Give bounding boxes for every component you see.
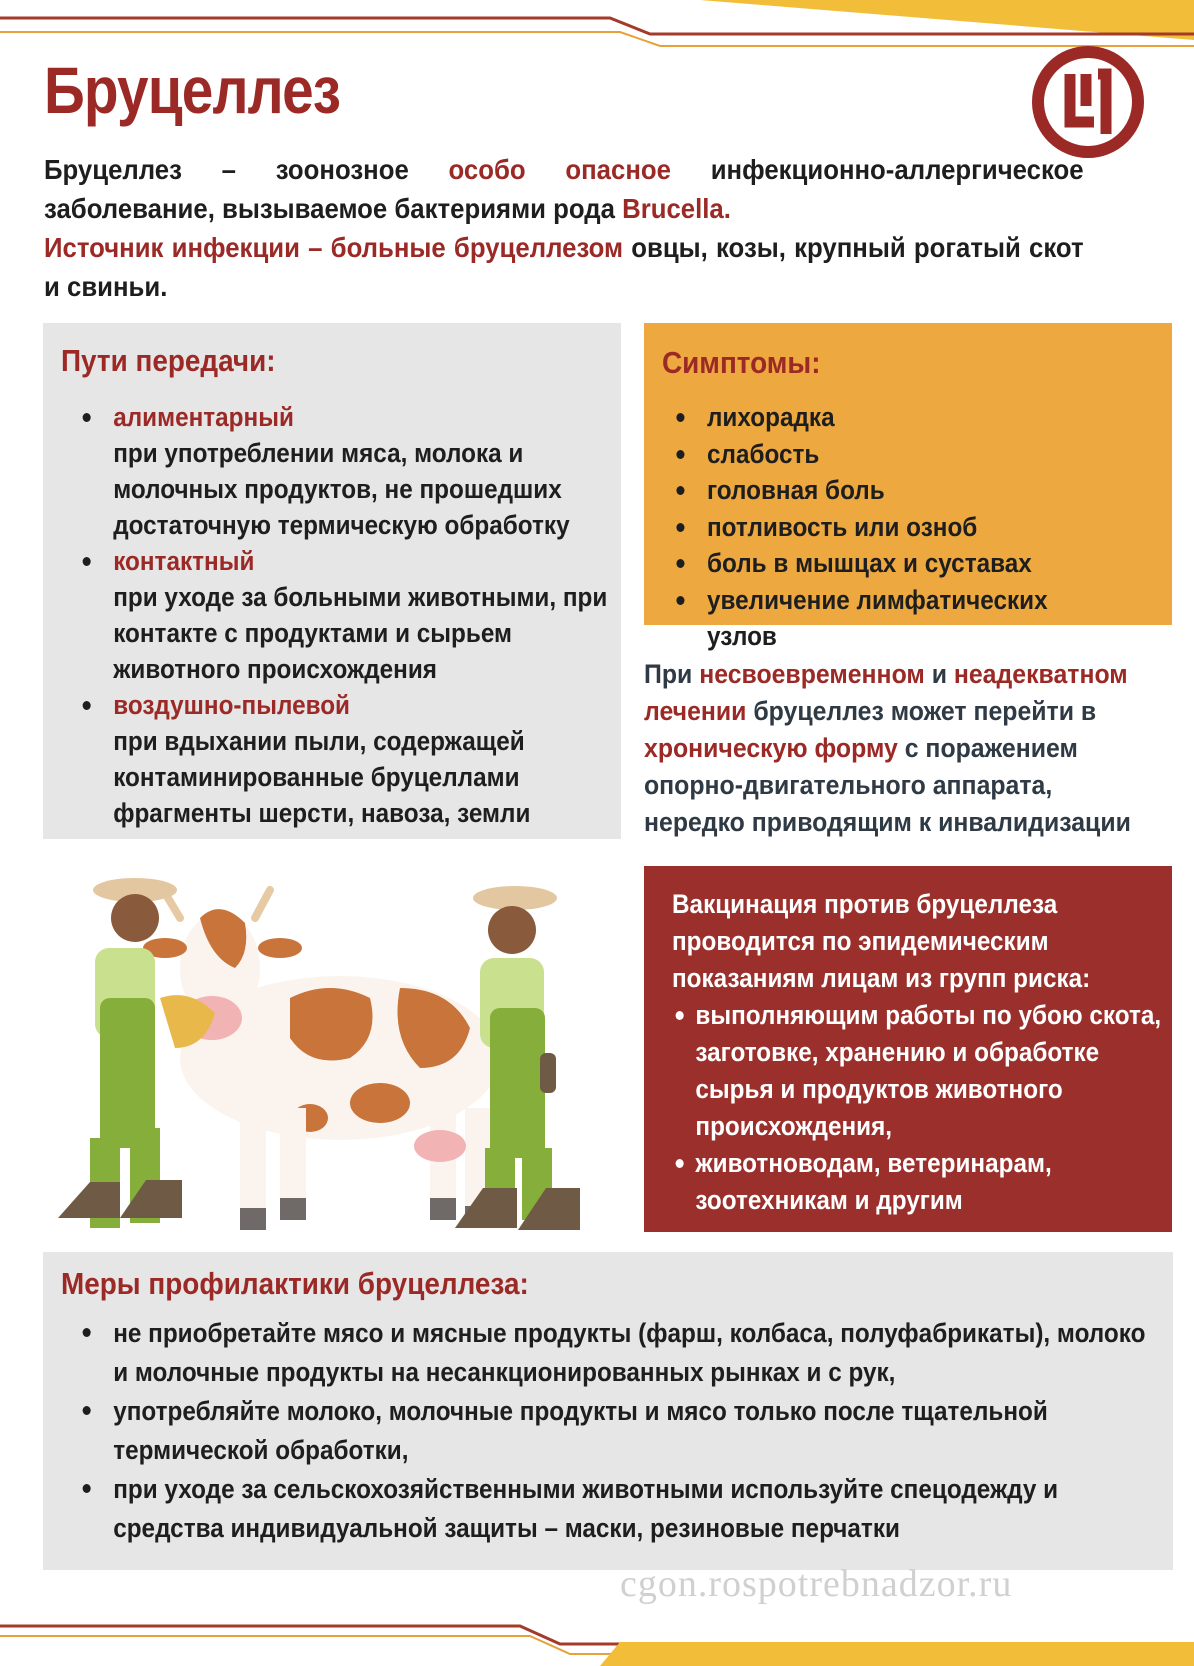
list-item: алиментарный при употреблении мяса, молока и молочных продуктов, не прошедших достаточную термическую обработку [113,399,613,543]
rospotrebnadzor-logo-icon [1030,44,1146,160]
transmission-heading: Пути передачи: [61,343,276,378]
list-item: воздушно-пылевой при вдыхании пыли, содержащей контаминированные бруцеллами фрагменты шерсти, навоза, земли [113,687,613,831]
vaccination-panel [644,866,1172,1232]
transmission-panel [43,323,621,839]
chronic-note: При несвоевременном и неадекватном лечении бруцеллез может перейти в хроническую форму с поражением опорно-двигательного аппарата, нередко приводящим к инвалидизации [644,659,1131,837]
list-item: не приобретайте мясо и мясные продукты (фарш, колбаса, полуфабрикаты), молоко и молочные продукты на несанкционированных рынках и с рук, [113,1314,1148,1392]
bottom-stripes [0,1600,1194,1666]
list-item: выполняющим работы по убою скота, заготовке, хранению и обработке сырья и продуктов животного происхождения, [695,997,1163,1145]
list-item: потливость или озноб [707,509,1121,546]
list-item: животноводам, ветеринарам, зоотехникам и другим [695,1145,1163,1219]
prevention-panel [43,1252,1173,1570]
list-item: употребляйте молоко, молочные продукты и мясо только после тщательной термической обработки, [113,1392,1148,1470]
watermark: cgon.rospotrebnadzor.ru [620,1563,1013,1605]
symptoms-heading: Симптомы: [662,345,821,380]
list-item: боль в мышцах и суставах [707,545,1121,582]
top-stripes [0,0,1194,60]
prevention-heading: Меры профилактики бруцеллеза: [61,1266,529,1301]
list-item: контактный при уходе за больными животными, при контакте с продуктами и сырьем животного происхождения [113,543,613,687]
intro-text: Бруцеллез – зоонозное особо опасное инфекционно-аллергическое заболевание, вызываемое бактериями рода Brucella. Источник инфекции – больные бруцеллезом овцы, козы, крупный рогатый скот и свиньи. [44,154,1084,302]
list-item: слабость [707,436,1121,473]
list-item: увеличение лимфатических узлов [707,582,1121,655]
farmers-with-cow-illustration [40,878,620,1250]
vaccination-heading: Вакцинация против бруцеллеза проводится по эпидемическим показаниям лицам из групп риска: [672,889,1091,993]
list-item: головная боль [707,472,1121,509]
list-item: при уходе за сельскохозяйственными животными используйте спецодежду и средства индивидуальной защиты – маски, резиновые перчатки [113,1470,1148,1548]
page-title: Бруцеллез [44,53,341,127]
symptoms-panel [644,323,1172,651]
list-item: лихорадка [707,399,1121,436]
